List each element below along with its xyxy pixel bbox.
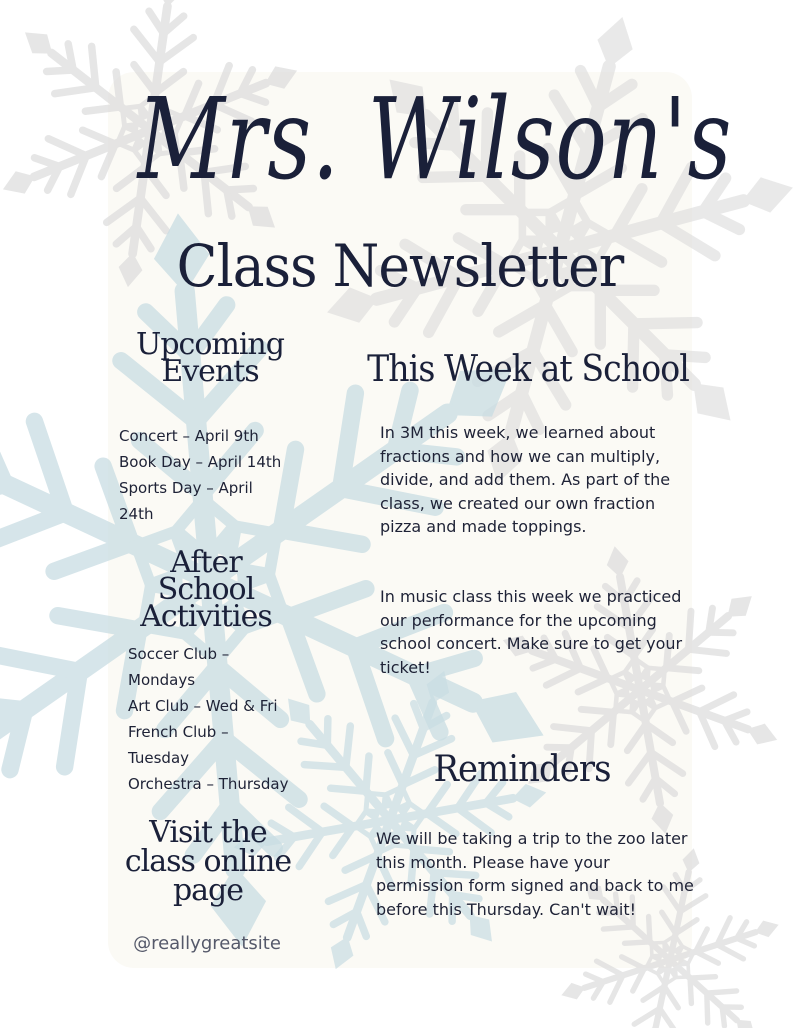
visit-heading-line3: page [172,873,244,908]
this-week-paragraph-1: In 3M this week, we learned about fractions and how we can multiply, divide, and add them. As part of the class, we created our own fraction pizza and made toppings. [380,423,671,536]
list-item: Tuesday [128,749,190,767]
after-school-list [128,641,318,797]
this-week-heading: This Week at School [367,349,689,390]
list-item: Book Day – April 14th [119,453,282,471]
list-item: Art Club – Wed & Fri [128,697,278,715]
website-handle: @reallygreatsite [133,933,281,954]
after-heading-line3: Activities [140,599,272,634]
reminders-paragraph: We will be taking a trip to the zoo later this month. Please have your permission form signed and back to me before this Thursday. Can't wait! [376,829,694,919]
newsletter-title-script: Mrs. Wilson's [137,73,733,205]
after-heading-line1: After [170,545,242,580]
list-item: Mondays [128,671,196,689]
list-item: Sports Day – April [119,479,253,497]
upcoming-events-list [119,423,315,527]
list-item: Soccer Club – [128,645,230,663]
reminders-heading: Reminders [433,749,611,790]
list-item: Concert – April 9th [119,427,259,445]
newsletter-title-sub: Class Newsletter [176,232,624,300]
visit-heading-line2: class online [124,844,292,879]
list-item: French Club – [128,723,229,741]
this-week-paragraph-2: In music class this week we practiced our performance for the upcoming school concert. Make sure to get your ticket! [380,587,683,677]
visit-online-heading [108,815,308,908]
upcoming-heading-line2: Events [161,354,259,389]
after-school-heading [106,545,306,634]
after-heading-line2: School [157,572,255,607]
visit-heading-line1: Visit the [149,815,267,850]
upcoming-events-heading [110,327,310,389]
list-item: Orchestra – Thursday [128,775,289,793]
list-item: 24th [119,505,154,523]
upcoming-heading-line1: Upcoming [136,327,284,362]
